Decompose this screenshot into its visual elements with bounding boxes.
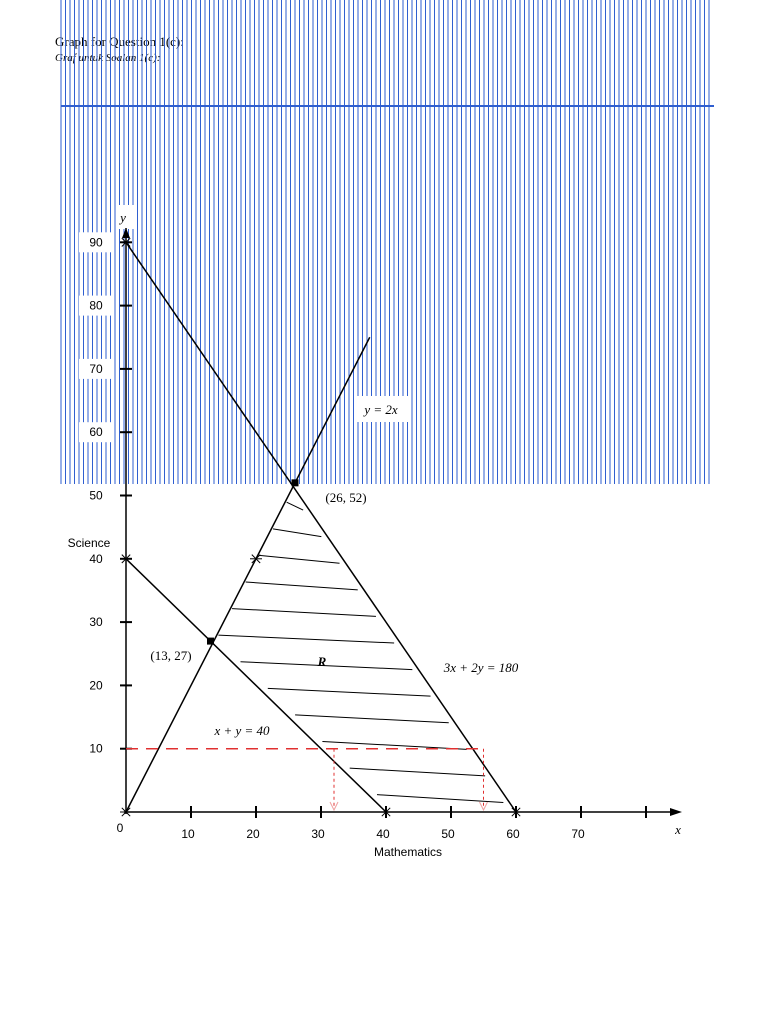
point-annotation-26-52: (26, 52)	[325, 490, 367, 505]
y-tick-label: 20	[89, 678, 103, 693]
y-tick-label: 30	[89, 615, 103, 630]
hatch-line	[218, 635, 394, 643]
x-axis-arrow	[670, 808, 682, 816]
hatch-line	[246, 582, 358, 590]
hatch-line	[241, 662, 413, 670]
y-tick-label: 70	[89, 361, 103, 376]
hatch-line	[350, 768, 485, 776]
hatch-line	[232, 609, 376, 617]
hatch-line	[295, 715, 449, 723]
page-title: Graph for Question 1(c):	[55, 34, 184, 49]
line-label-3x-plus-2y: 3x + 2y = 180	[443, 660, 519, 675]
intersection-point	[292, 479, 299, 486]
line-label-x-plus-y: x + y = 40	[214, 723, 270, 738]
x-tick-label: 30	[311, 827, 325, 841]
series-line-0	[126, 337, 370, 812]
x-tick-label: 20	[246, 827, 260, 841]
y-tick-label: 40	[89, 551, 103, 566]
x-axis-symbol: x	[675, 822, 681, 837]
y-axis-symbol: y	[120, 210, 126, 225]
y-tick-label: 10	[89, 741, 103, 756]
point-annotation-13-27: (13, 27)	[150, 648, 192, 663]
region-label: R	[317, 654, 327, 669]
hatch-line	[268, 688, 431, 696]
axis-symbol-box	[116, 205, 136, 229]
page-subtitle: Graf untuk Soalan 1(c):	[55, 52, 161, 64]
x-tick-label: 60	[506, 827, 520, 841]
hatch-line	[377, 795, 503, 803]
guide-lines	[126, 749, 488, 810]
intersection-point	[207, 638, 214, 645]
series-line-2	[126, 559, 386, 812]
y-tick-label: 50	[89, 488, 103, 503]
line-label-y-equals-2x: y = 2x	[364, 402, 398, 417]
x-tick-label: 10	[181, 827, 195, 841]
x-tick-label: 50	[441, 827, 455, 841]
y-tick-label: 60	[89, 425, 103, 440]
x-axis-title: Mathematics	[373, 845, 443, 859]
y-tick-label: 90	[89, 235, 103, 250]
origin-label: 0	[116, 821, 124, 835]
hatch-line	[259, 555, 339, 563]
y-tick-label: 80	[89, 298, 103, 313]
y-axis-title: Science	[67, 536, 111, 550]
x-tick-label: 70	[571, 827, 585, 841]
x-tick-label: 40	[376, 827, 390, 841]
hatch-line	[273, 529, 321, 537]
hatch-line	[287, 502, 303, 510]
